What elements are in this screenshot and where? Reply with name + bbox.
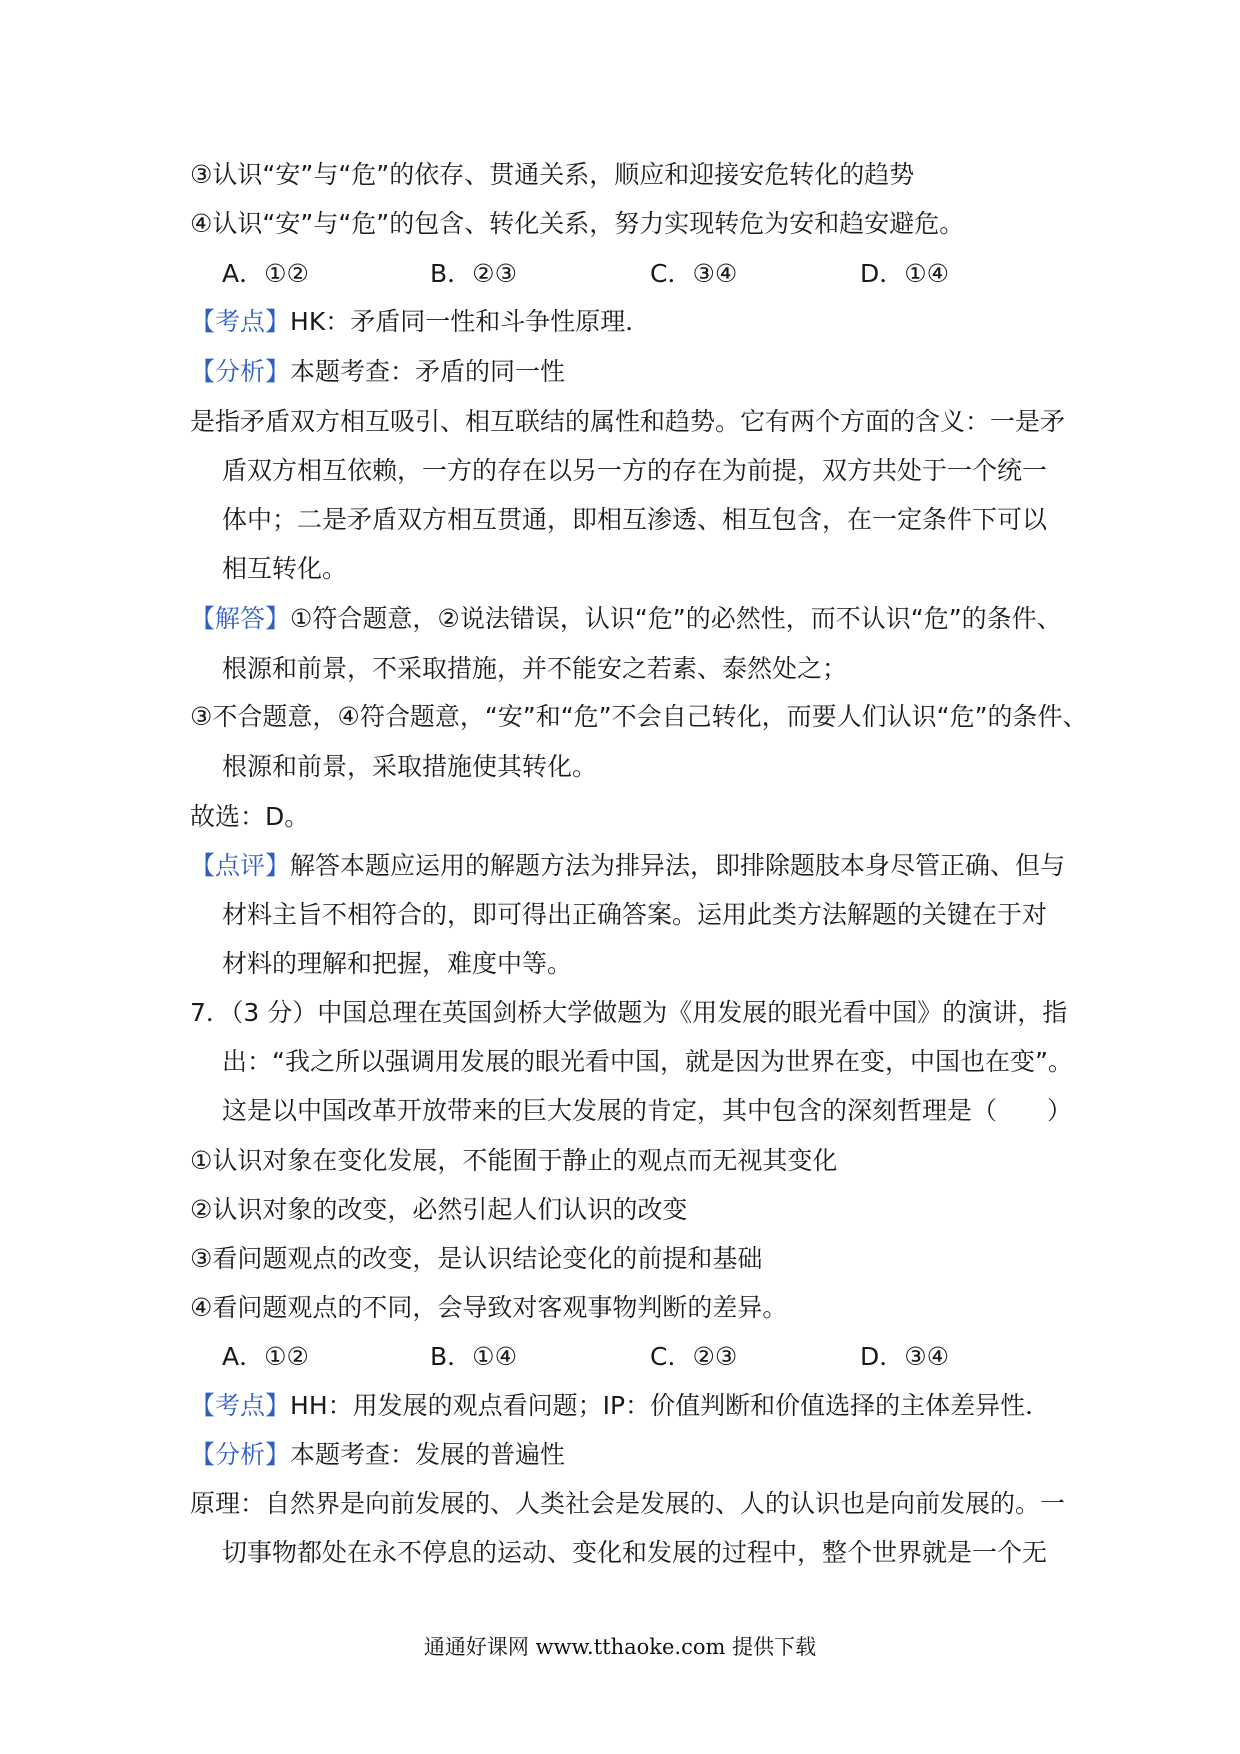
page-footer: 通通好课网 www.tthaoke.com 提供下载 xyxy=(423,1635,817,1659)
fenxi-label: 【分析】 xyxy=(190,357,291,386)
q6-fenxi-line-1: 是指矛盾双方相互吸引、相互联结的属性和趋势。它有两个方面的含义：一是矛 xyxy=(190,407,1066,436)
q6-jieda-line-3: ③不合题意，④符合题意，“安”和“危”不会自己转化，而要人们认识“危”的条件、 xyxy=(190,702,1088,731)
q7-fenxi xyxy=(190,1438,565,1472)
kaodian-label: 【考点】 xyxy=(190,307,291,336)
q7-statement-2: ②认识对象的改变，必然引起人们认识的改变 xyxy=(190,1195,688,1224)
dianping-line-1: 解答本题应运用的解题方法为排异法，即排除题肢本身尽管正确、但与 xyxy=(290,851,1066,880)
q6-statement-3: ③认识“安”与“危”的依存、贯通关系，顺应和迎接安危转化的趋势 xyxy=(190,160,915,189)
q6-dianping-line-2: 材料主旨不相符合的，即可得出正确答案。运用此类方法解题的关键在于对 xyxy=(222,900,1048,929)
q6-option-b: B．②③ xyxy=(430,259,517,288)
q6-option-d: D．①④ xyxy=(860,259,950,288)
q6-fenxi-line-4: 相互转化。 xyxy=(222,554,348,583)
q7-statement-1: ①认识对象在变化发展，不能囿于静止的观点而无视其变化 xyxy=(190,1146,838,1175)
q6-option-c: C．③④ xyxy=(650,259,738,288)
q6-fenxi-line-3: 体中；二是矛盾双方相互贯通，即相互渗透、相互包含，在一定条件下可以 xyxy=(222,505,1048,534)
q6-statement-4: ④认识“安”与“危”的包含、转化关系，努力实现转危为安和趋安避危。 xyxy=(190,209,965,238)
dianping-label: 【点评】 xyxy=(190,851,291,880)
q6-jieda-line-4: 根源和前景，采取措施使其转化。 xyxy=(222,752,598,781)
q7-option-d: D．③④ xyxy=(860,1342,950,1371)
q7-stem-line-3: 这是以中国改革开放带来的巨大发展的肯定，其中包含的深刻哲理是（ ） xyxy=(222,1096,1073,1125)
q7-fenxi-line-2: 切事物都处在永不停息的运动、变化和发展的过程中，整个世界就是一个无 xyxy=(222,1538,1048,1567)
q6-fenxi xyxy=(190,355,565,389)
q6-dianping-line-3: 材料的理解和把握，难度中等。 xyxy=(222,949,573,978)
q7-option-a: A．①② xyxy=(222,1342,309,1371)
q7-kaodian xyxy=(190,1389,1050,1423)
q6-dianping xyxy=(190,849,1065,883)
q7-option-b: B．①④ xyxy=(430,1342,517,1371)
kaodian-text: HH：用发展的观点看问题；IP：价值判断和价值选择的主体差异性． xyxy=(290,1391,1051,1420)
jieda-label: 【解答】 xyxy=(190,604,291,633)
q7-stem-line-2: 出：“我之所以强调用发展的眼光看中国，就是因为世界在变，中国也在变”。 xyxy=(222,1047,1073,1076)
q6-fenxi-line-2: 盾双方相互依赖，一方的存在以另一方的存在为前提，双方共处于一个统一 xyxy=(222,456,1048,485)
q7-statement-4: ④看问题观点的不同，会导致对客观事物判断的差异。 xyxy=(190,1293,788,1322)
fenxi-label: 【分析】 xyxy=(190,1440,291,1469)
q6-option-a: A．①② xyxy=(222,259,309,288)
q7-statement-3: ③看问题观点的改变，是认识结论变化的前提和基础 xyxy=(190,1244,763,1273)
q6-jieda xyxy=(190,602,1062,636)
q7-fenxi-line-1: 原理：自然界是向前发展的、人类社会是发展的、人的认识也是向前发展的。一 xyxy=(190,1489,1066,1518)
kaodian-text: HK：矛盾同一性和斗争性原理． xyxy=(290,307,651,336)
fenxi-text: 本题考查：发展的普遍性 xyxy=(290,1440,566,1469)
fenxi-text: 本题考查：矛盾的同一性 xyxy=(290,357,566,386)
q6-answer: 故选：D。 xyxy=(190,802,310,831)
q7-stem-line-1: 7．（3 分）中国总理在英国剑桥大学做题为《用发展的眼光看中国》的演讲，指 xyxy=(190,998,1068,1027)
q6-kaodian xyxy=(190,305,650,339)
jieda-line-1: ①符合题意，②说法错误，认识“危”的必然性，而不认识“危”的条件、 xyxy=(290,604,1062,633)
kaodian-label: 【考点】 xyxy=(190,1391,291,1420)
q6-jieda-line-2: 根源和前景，不采取措施，并不能安之若素、泰然处之； xyxy=(222,654,848,683)
q7-option-c: C．②③ xyxy=(650,1342,738,1371)
